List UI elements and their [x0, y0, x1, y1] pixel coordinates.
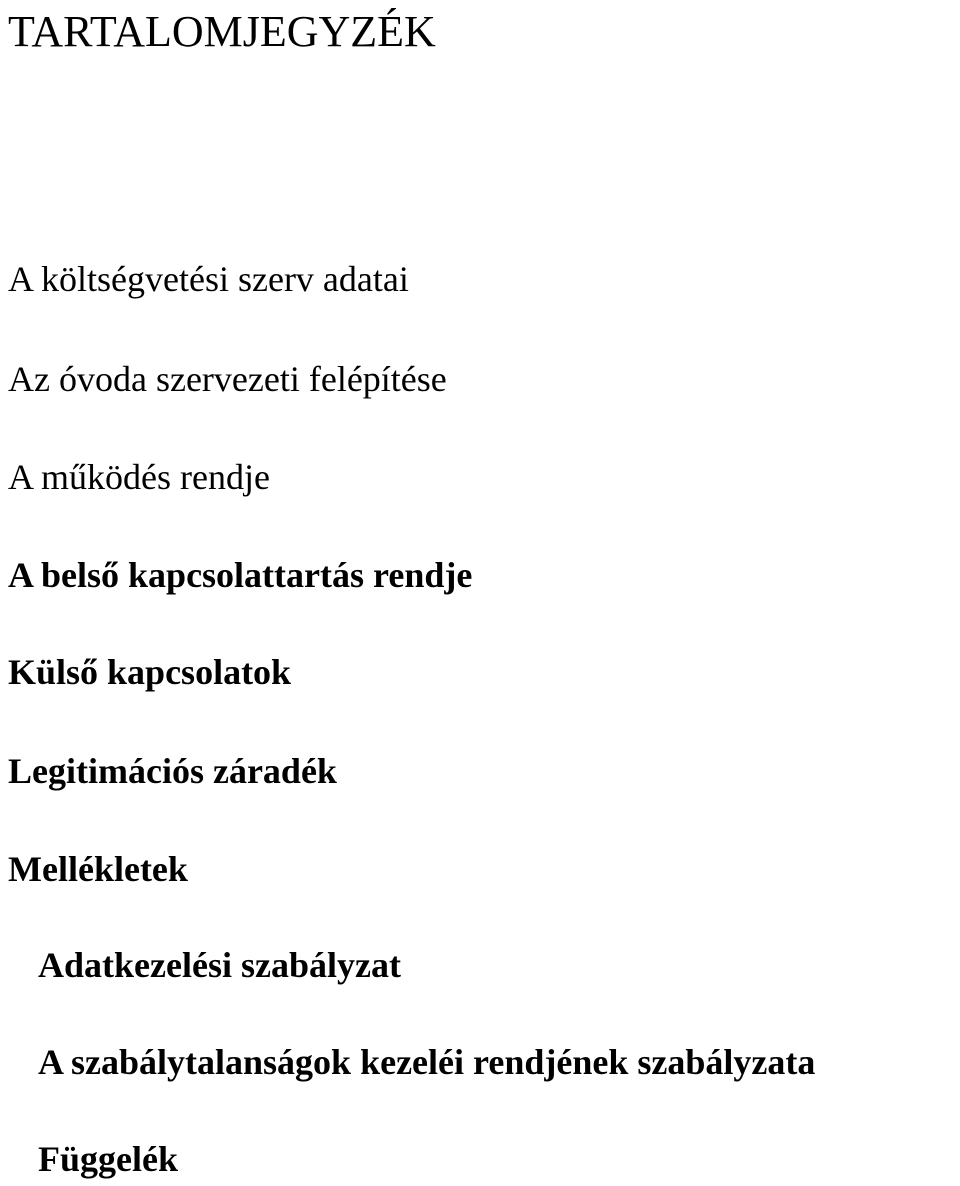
toc-item-szabalytalansagok-szabalyzata: A szabálytalanságok kezeléi rendjének szabályzata	[38, 1042, 816, 1082]
toc-item-mellekletek: Mellékletek	[8, 849, 188, 889]
toc-item-belso-kapcsolattartas: A belső kapcsolattartás rendje	[8, 555, 473, 595]
toc-item-kulso-kapcsolatok: Külső kapcsolatok	[8, 652, 292, 692]
page-title: TARTALOMJEGYZÉK	[8, 7, 436, 56]
toc-item-mukodes-rendje: A működés rendje	[8, 457, 270, 497]
toc-item-adatkezelesi-szabalyzat: Adatkezelési szabályzat	[38, 945, 401, 985]
toc-item-szervezeti-felepites: Az óvoda szervezeti felépítése	[8, 359, 447, 399]
toc-item-legitimacios-zaradek: Legitimációs záradék	[8, 751, 337, 791]
toc-item-koltsegvetesi-szerv-adatai: A költségvetési szerv adatai	[8, 259, 409, 299]
toc-item-fuggelek: Függelék	[38, 1139, 178, 1179]
